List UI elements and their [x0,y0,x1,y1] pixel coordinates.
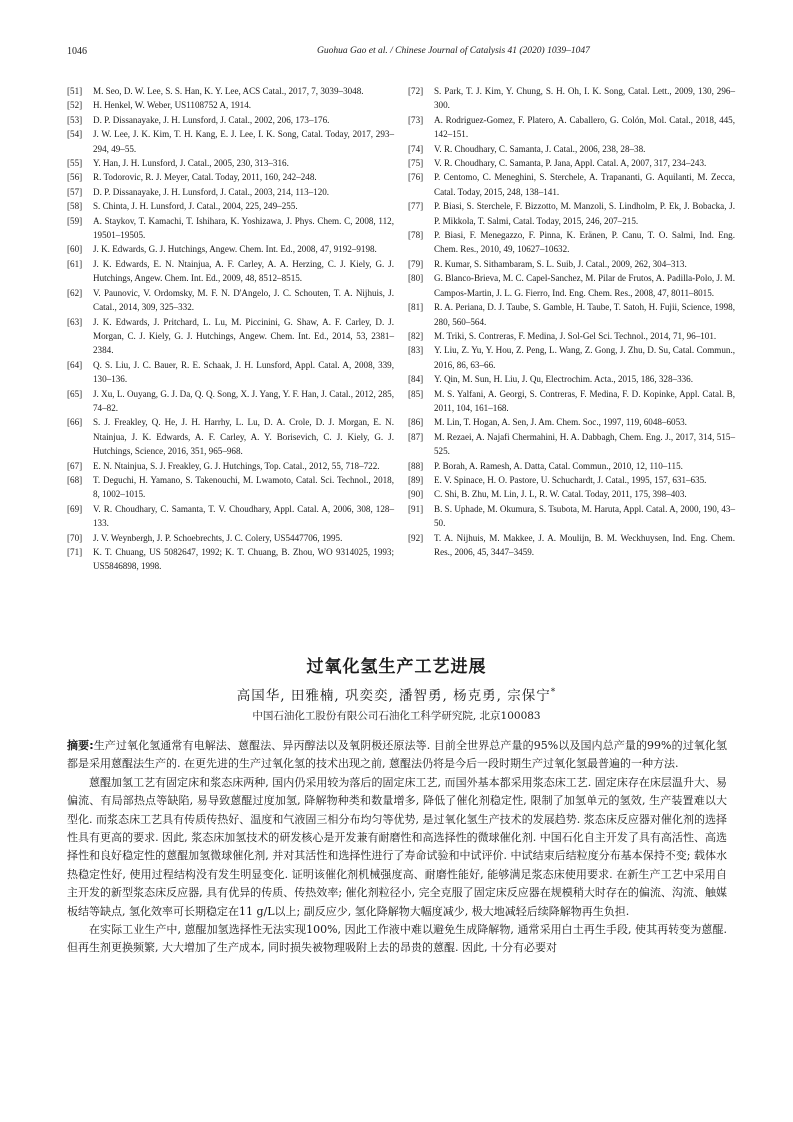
reference-text: V. R. Choudhary, C. Samanta, T. V. Choudhary, Appl. Catal. A, 2006, 308, 128–133. [93,503,394,529]
reference-item [67,257,394,286]
reference-item [408,300,735,329]
reference-number: [68] [67,474,83,485]
reference-number: [55] [67,158,83,169]
reference-number: [66] [67,417,83,428]
reference-item [408,415,735,429]
reference-text: Q. S. Liu, J. C. Bauer, R. E. Schaak, J. H. Lunsford, Appl. Catal. A, 2008, 339, 130–136. [93,359,394,385]
reference-text: P. Centomo, C. Meneghini, S. Sterchele, A. Trapananti, G. Aquilanti, M. Zecca, Catal. Today, 2015, 248, 138–141. [434,172,735,197]
reference-text: J. K. Edwards, G. J. Hutchings, Angew. Chem. Int. Ed., 2008, 47, 9192–9198. [93,244,377,255]
reference-number: [75] [408,158,424,169]
reference-number: [77] [408,201,424,212]
reference-text: J. Xu, L. Ouyang, G. J. Da, Q. Q. Song, X. J. Yang, Y. F. Han, J. Catal., 2012, 285, 74–82. [93,388,394,413]
reference-text: M. Rezaei, A. Najafi Chermahini, H. A. Dabbagh, Chem. Eng. J., 2017, 314, 515–525. [434,431,735,457]
abstract-label: 摘要: [67,739,94,752]
reference-number: [64] [67,359,83,370]
reference-text: H. Henkel, W. Weber, US1108752 A, 1914. [93,100,252,111]
reference-text: S. Park, T. J. Kim, Y. Chung, S. H. Oh, I. K. Song, Catal. Lett., 2009, 130, 296–300. [434,86,735,111]
reference-item [408,387,735,416]
reference-number: [82] [408,330,424,341]
reference-item [408,271,735,300]
reference-text: T. Deguchi, H. Yamano, S. Takenouchi, M. Lwamoto, Catal. Sci. Technol., 2018, 8, 1002–1015. [93,474,394,500]
reference-number: [74] [408,143,424,154]
reference-item [408,329,735,343]
reference-text: R. Kumar, S. Sithambaram, S. L. Suib, J. Catal., 2009, 262, 304–313. [434,258,687,269]
reference-text: M. Triki, S. Contreras, F. Medina, J. Sol-Gel Sci. Technol., 2014, 71, 96–101. [434,330,717,341]
reference-text: Y. Liu, Z. Yu, Y. Hou, Z. Peng, L. Wang, Z. Gong, J. Zhu, D. Su, Catal. Commun., 2016, 86, 63–66. [434,345,735,370]
reference-item [67,459,394,473]
reference-item [67,387,394,416]
reference-item [408,142,735,156]
reference-item [67,170,394,184]
reference-text: E. N. Ntainjua, S. J. Freakley, G. J. Hutchings, Top. Catal., 2012, 55, 718–722. [93,460,380,471]
reference-number: [62] [67,287,83,298]
reference-number: [60] [67,244,83,255]
reference-text: P. Biasi, S. Sterchele, F. Bizzotto, M. Manzoli, S. Lindholm, P. Ek, J. Bobacka, J. P. Mikkola, T. Salmi, Catal. Today, 2015, 246, 207–215. [434,201,735,226]
reference-text: J. V. Weynbergh, J. P. Schoebrechts, J. C. Colery, US5447706, 1995. [93,532,343,543]
reference-text: R. Todorovic, R. J. Meyer, Catal. Today, 2011, 160, 242–248. [93,172,317,183]
reference-item [408,473,735,487]
reference-text: B. S. Uphade, M. Okumura, S. Tsubota, M. Haruta, Appl. Catal. A, 2000, 190, 43–50. [434,503,735,529]
reference-text: D. P. Dissanayake, J. H. Lunsford, J. Catal., 2003, 214, 113–120. [93,186,330,197]
reference-item [408,430,735,459]
reference-number: [81] [408,302,424,313]
reference-number: [69] [67,503,83,514]
reference-item [67,315,394,358]
reference-item [408,228,735,257]
reference-text: P. Borah, A. Ramesh, A. Datta, Catal. Commun., 2010, 12, 110–115. [434,460,683,471]
abstract-text: 生产过氧化氢通常有电解法、蒽醌法、异丙醇法以及氧阴极还原法等. 目前全世界总产量的95%以及国内总产量的99%的过氧化氢都是采用蒽醌法生产的. 在更先进的生产过氧化氢的技术出现之前, 蒽醌法仍将是今后一段时期生产过氧化氢最普遍的一种方法. [67,739,727,771]
reference-text: P. Biasi, F. Menegazzo, F. Pinna, K. Eränen, P. Canu, T. O. Salmi, Ind. Eng. Chem. Res., 2010, 49, 10627–10632. [434,230,735,255]
reference-item [408,156,735,170]
corresponding-author-mark: * [550,687,557,698]
reference-text: V. Paunovic, V. Ordomsky, M. F. N. D'Angelo, J. C. Schouten, T. A. Nijhuis, J. Catal., 2014, 309, 325–332. [93,287,394,313]
reference-number: [57] [67,186,83,197]
reference-text: M. S. Yalfani, A. Georgi, S. Contreras, F. Medina, F. D. Kopinke, Appl. Catal. B, 2011, 104, 161–168. [434,388,735,413]
reference-number: [53] [67,114,83,125]
reference-item [408,113,735,142]
reference-text: Y. Han, J. H. Lunsford, J. Catal., 2005, 230, 313–316. [93,158,289,169]
reference-number: [59] [67,215,83,226]
reference-number: [91] [408,503,424,514]
reference-item [67,545,394,574]
reference-number: [67] [67,460,83,471]
reference-number: [90] [408,489,424,500]
reference-item [67,98,394,112]
running-head: Guohua Gao et al. / Chinese Journal of Catalysis 41 (2020) 1039–1047 [317,46,590,56]
reference-text: E. V. Spinace, H. O. Pastore, U. Schuchardt, J. Catal., 1995, 157, 631–635. [434,474,707,485]
reference-text: K. T. Chuang, US 5082647, 1992; K. T. Chuang, B. Zhou, WO 9314025, 1993; US5846898, 1998. [93,547,394,572]
reference-number: [65] [67,388,83,399]
body-paragraph-2: 蒽醌加氢工艺有固定床和浆态床两种, 国内仍采用较为落后的固定床工艺, 而国外基本都采用浆态床工艺. 固定床存在床层温升大、易偏流、有局部热点等缺陷, 易导致蒽醌过度加氢, 降解物种类和数量增多, 降低了催化剂稳定性, 限制了加氢单元的氢效, 生产装置难以大型化. 而浆态床工艺具有传质传热好、温度和气液固三相分布均匀等优势, 是过氧化氢生产技术的发展趋势. 浆态床反应器对催化剂的选择性具有更高的要求. 因此, 浆态床加氢技术的研发核心是开发兼有耐磨性和高选择性的微球催化剂. 中国石化自主开发了具有高活性、高选择性和良好稳定性的蒽醌加氢微球催化剂, 并对其活性和选择性进行了寿命试验和中试评价. 中试结束后结粒度分布基本保持不变; 载体水热稳定性好, 使用过程结构没有发生明显变化. 证明该催化剂机械强度高、耐磨性能好, 能够满足浆态床使用要求. 在新生产工艺中采用自主开发的新型浆态床反应器, 具有优异的传质、传热效率; 催化剂粒径小, 完全克服了固定床反应器在规模稍大时存在的偏流、沟流、触媒板结等缺点, 氢化效率可长期稳定在11 g/L以上; 副反应少, 氢化降解物大幅度减少, 极大地减轻后续降解物再生负担. [67,775,727,918]
reference-item [408,502,735,531]
reference-item [408,257,735,271]
reference-number: [72] [408,86,424,96]
reference-number: [61] [67,258,83,269]
references-left-column [67,84,394,574]
reference-number: [83] [408,345,424,356]
reference-item [67,199,394,213]
reference-number: [54] [67,129,83,140]
author-list: 高国华, 田雅楠, 巩奕奕, 潘智勇, 杨克勇, 宗保宁 [236,688,551,704]
reference-item [408,487,735,501]
reference-item [67,502,394,531]
reference-item [408,84,735,113]
reference-text: S. J. Freakley, Q. He, J. H. Harrhy, L. Lu, D. A. Crole, D. J. Morgan, E. N. Ntainjua, J. K. Edwards, A. F. Carley, A. Y. Borisevich, C. J. Kiely, G. J. Hutchings, Science, 2016, 351, 965–968. [93,417,394,457]
reference-number: [84] [408,374,424,385]
reference-item [67,415,394,458]
reference-item [67,84,394,98]
reference-item [408,372,735,386]
reference-number: [89] [408,474,424,485]
reference-item [408,531,735,560]
reference-text: J. W. Lee, J. K. Kim, T. H. Kang, E. J. Lee, I. K. Song, Catal. Today, 2017, 293–294, 49–55. [93,129,394,154]
reference-text: G. Blanco-Brieva, M. C. Capel-Sanchez, M. Pilar de Frutos, A. Padilla-Polo, J. M. Campos-Martin, J. L. G. Fierro, Ind. Eng. Chem. Res., 2008, 47, 8011–8015. [434,273,735,298]
reference-number: [51] [67,86,83,96]
reference-text: S. Chinta, J. H. Lunsford, J. Catal., 2004, 225, 249–255. [93,201,298,212]
reference-number: [80] [408,273,424,284]
reference-text: V. R. Choudhary, C. Samanta, J. Catal., 2006, 238, 28–38. [434,143,646,154]
reference-item [67,185,394,199]
reference-item [67,127,394,156]
reference-item [67,214,394,243]
reference-number: [58] [67,201,83,212]
references-right-column [408,84,735,559]
reference-item [67,286,394,315]
reference-item [67,242,394,256]
reference-text: C. Shi, B. Zhu, M. Lin, J. L, R. W. Catal. Today, 2011, 175, 398–403. [434,489,687,500]
reference-item [67,473,394,502]
page-header [67,46,727,62]
abstract-paragraph [67,737,727,774]
reference-text: T. A. Nijhuis, M. Makkee, J. A. Moulijn, B. M. Weckhuysen, Ind. Eng. Chem. Res., 2006, 45, 3447–3459. [434,532,735,557]
reference-text: J. K. Edwards, E. N. Ntainjua, A. F. Carley, A. A. Herzing, C. J. Kiely, G. J. Hutchings, Angew. Chem. Int. Ed., 2009, 48, 8512–8515. [93,258,394,284]
chinese-abstract-body [67,737,727,958]
reference-item [408,199,735,228]
reference-number: [79] [408,258,424,269]
reference-text: Y. Qin, M. Sun, H. Liu, J. Qu, Electrochim. Acta., 2015, 186, 328–336. [434,374,693,385]
reference-text: V. R. Choudhary, C. Samanta, P. Jana, Appl. Catal. A, 2007, 317, 234–243. [434,158,707,169]
reference-text: M. Seo, D. W. Lee, S. S. Han, K. Y. Lee, ACS Catal., 2017, 7, 3039–3048. [93,86,364,96]
reference-text: D. P. Dissanayake, J. H. Lunsford, J. Catal., 2002, 206, 173–176. [93,114,330,125]
reference-number: [52] [67,100,83,111]
reference-text: J. K. Edwards, J. Pritchard, L. Lu, M. Piccinini, G. Shaw, A. F. Carley, D. J. Morgan, C. J. Kiely, G. J. Hutchings, Angew. Chem. Int. Ed., 2014, 53, 2381–2384. [93,316,394,356]
reference-number: [85] [408,388,424,399]
reference-number: [87] [408,431,424,442]
reference-number: [56] [67,172,83,183]
reference-number: [76] [408,172,424,183]
page-number: 1046 [67,46,87,57]
body-paragraph-3: 在实际工业生产中, 蒽醌加氢选择性无法实现100%, 因此工作液中难以避免生成降解物, 通常采用白土再生手段, 使其再转变为蒽醌. 但再生剂更换频繁, 大大增加了生产成本, 同时损失被物理吸附上去的昂贵的蒽醌. 因此, 十分有必要对 [67,923,727,955]
reference-number: [73] [408,114,424,125]
reference-item [408,343,735,372]
reference-number: [78] [408,230,424,241]
reference-item [67,531,394,545]
reference-item [67,358,394,387]
reference-text: M. Lin, T. Hogan, A. Sen, J. Am. Chem. Soc., 1997, 119, 6048–6053. [434,417,687,428]
reference-text: R. A. Periana, D. J. Taube, S. Gamble, H. Taube, T. Satoh, H. Fujii, Science, 1998, 280, 560–564. [434,302,735,327]
reference-number: [71] [67,547,83,557]
reference-number: [63] [67,316,83,327]
chinese-affiliation: 中国石油化工股份有限公司石油化工科学研究院, 北京100083 [252,710,541,722]
reference-number: [92] [408,532,424,543]
chinese-title: 过氧化氢生产工艺进展 [306,657,487,677]
reference-item [408,459,735,473]
reference-number: [86] [408,417,424,428]
chinese-authors [0,684,793,704]
reference-text: A. Rodriguez-Gomez, F. Platero, A. Caballero, G. Colón, Mol. Catal., 2018, 445, 142–151. [434,114,735,140]
reference-number: [70] [67,532,83,543]
reference-text: A. Staykov, T. Kamachi, T. Ishihara, K. Yoshizawa, J. Phys. Chem. C, 2008, 112, 19501–19505. [93,215,394,241]
reference-item [67,113,394,127]
reference-item [67,156,394,170]
reference-item [408,170,735,199]
reference-number: [88] [408,460,424,471]
